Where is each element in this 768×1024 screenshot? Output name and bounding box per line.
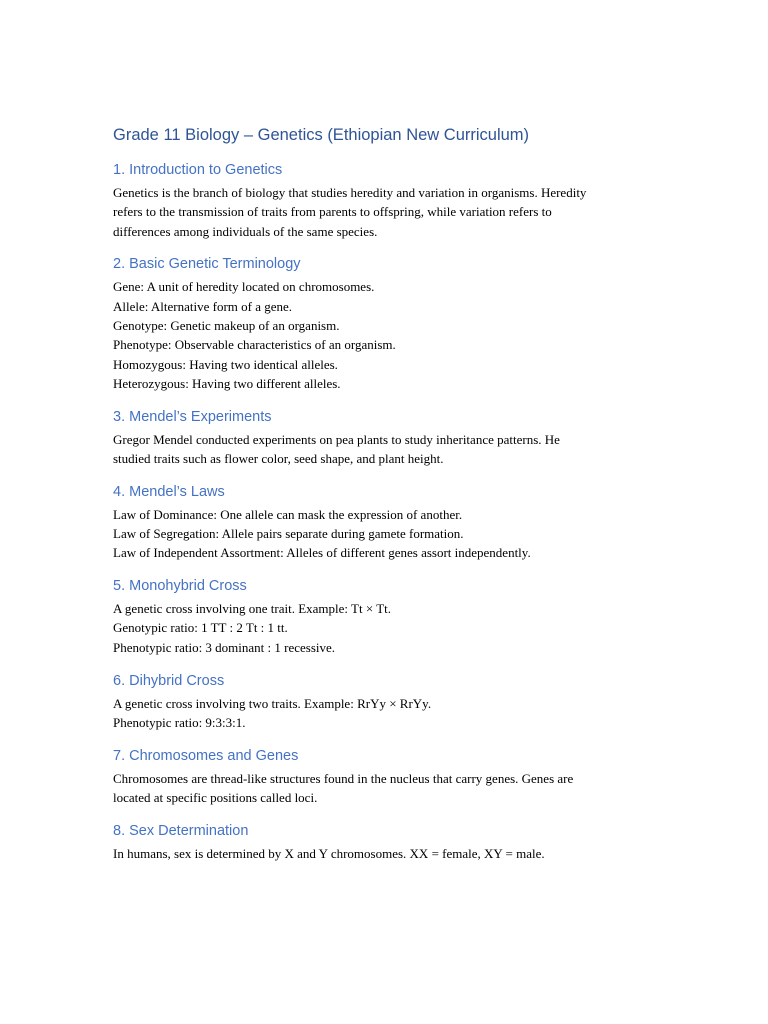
text-line: Homozygous: Having two identical alleles. bbox=[113, 356, 338, 372]
text-line: Genetics is the branch of biology that studies heredity and variation in organisms. Heredity bbox=[113, 185, 587, 200]
section-dihybrid-cross bbox=[113, 671, 653, 733]
section-body bbox=[113, 430, 653, 469]
section-monohybrid-cross bbox=[113, 576, 653, 657]
text-line: Chromosomes are thread-like structures found in the nucleus that carry genes. Genes are bbox=[113, 770, 574, 786]
section-chromosomes-and-genes bbox=[113, 746, 653, 808]
text-line: studied traits such as flower color, seed shape, and plant height. bbox=[113, 450, 444, 466]
section-mendels-experiments bbox=[113, 407, 653, 469]
document-title: Grade 11 Biology – Genetics (Ethiopian New Curriculum) bbox=[113, 126, 530, 144]
text-line: Allele: Alternative form of a gene. bbox=[113, 298, 293, 314]
section-body bbox=[113, 694, 653, 733]
text-line: Gene: A unit of heredity located on chromosomes. bbox=[113, 279, 375, 295]
section-heading: 2. Basic Genetic Terminology bbox=[113, 256, 301, 273]
section-heading: 3. Mendel’s Experiments bbox=[113, 408, 272, 425]
section-basic-genetic-terminology bbox=[113, 254, 653, 393]
section-body bbox=[113, 277, 653, 393]
section-body bbox=[113, 844, 653, 863]
section-introduction-to-genetics bbox=[113, 160, 653, 241]
text-line: differences among individuals of the same species. bbox=[113, 223, 378, 239]
text-line: Heterozygous: Having two different alleles. bbox=[113, 375, 341, 391]
text-line: A genetic cross involving two traits. Example: RrYy × RrYy. bbox=[113, 695, 432, 711]
text-line: Law of Dominance: One allele can mask the expression of another. bbox=[113, 506, 463, 522]
text-line: Phenotype: Observable characteristics of an organism. bbox=[113, 337, 396, 353]
section-heading: 6. Dihybrid Cross bbox=[113, 672, 225, 689]
section-body bbox=[113, 183, 653, 241]
section-mendels-laws bbox=[113, 482, 653, 563]
document-page bbox=[113, 124, 653, 877]
text-line: In humans, sex is determined by X and Y chromosomes. XX = female, XY = male. bbox=[113, 845, 545, 861]
text-line: Law of Segregation: Allele pairs separate during gamete formation. bbox=[113, 526, 464, 542]
section-heading: 5. Monohybrid Cross bbox=[113, 578, 247, 595]
text-line: Phenotypic ratio: 9:3:3:1. bbox=[113, 714, 246, 730]
section-heading: 7. Chromosomes and Genes bbox=[113, 747, 299, 764]
text-line: Gregor Mendel conducted experiments on pea plants to study inheritance patterns. He bbox=[113, 431, 560, 447]
section-heading: 1. Introduction to Genetics bbox=[113, 162, 283, 178]
section-sex-determination bbox=[113, 821, 653, 863]
text-line: refers to the transmission of traits from parents to offspring, while variation refers to bbox=[113, 204, 552, 220]
section-heading: 8. Sex Determination bbox=[113, 822, 249, 839]
section-body bbox=[113, 505, 653, 563]
text-line: located at specific positions called loci. bbox=[113, 789, 318, 805]
text-line: Phenotypic ratio: 3 dominant : 1 recessive. bbox=[113, 639, 336, 655]
text-line: Genotype: Genetic makeup of an organism. bbox=[113, 317, 340, 333]
section-body bbox=[113, 599, 653, 657]
text-line: Genotypic ratio: 1 TT : 2 Tt : 1 tt. bbox=[113, 620, 288, 636]
section-body bbox=[113, 769, 653, 808]
section-heading: 4. Mendel’s Laws bbox=[113, 483, 225, 500]
text-line: Law of Independent Assortment: Alleles of different genes assort independently. bbox=[113, 545, 531, 561]
text-line: A genetic cross involving one trait. Example: Tt × Tt. bbox=[113, 601, 391, 617]
